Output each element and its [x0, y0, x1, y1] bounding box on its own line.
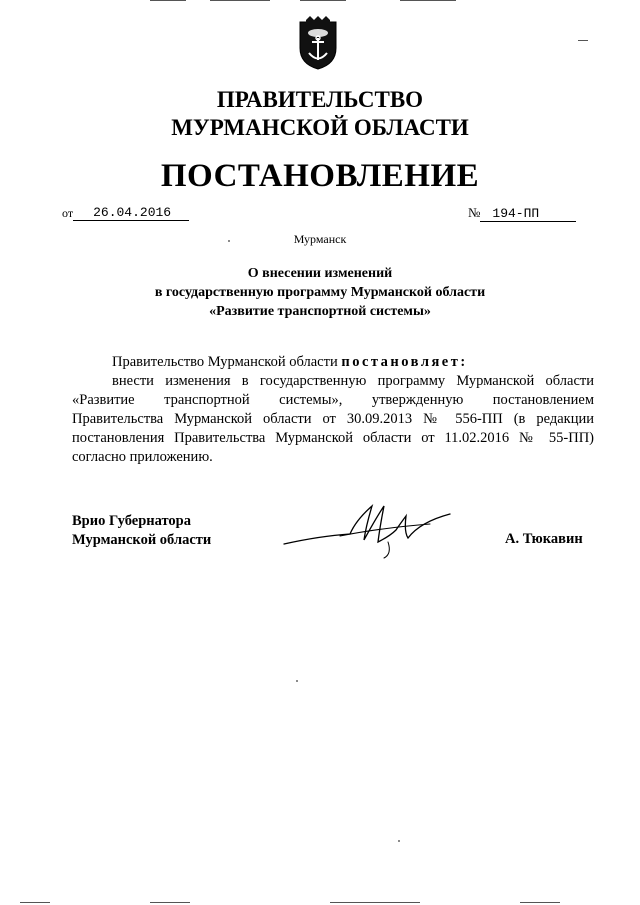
date-label: от: [62, 206, 74, 220]
date-value: 26.04.2016: [73, 205, 189, 221]
position-line-1: Врио Губернатора: [72, 513, 191, 529]
scan-edge-mark: [578, 40, 588, 41]
scan-speck: [228, 240, 230, 242]
murmansk-coat-of-arms-icon: [296, 16, 340, 70]
subject-line-2: в государственную программу Мурманской области: [154, 285, 486, 300]
document-type-title: ПОСТАНОВЛЕНИЕ: [160, 158, 480, 194]
scan-edge-mark: [300, 0, 346, 1]
authority-line-2: МУРМАНСКОЙ ОБЛАСТИ: [171, 115, 469, 140]
body-line-3: Правительства Мурманской области от 30.09.2013 № 556-ПП (в редакции: [72, 411, 594, 427]
body-line-5: согласно приложению.: [72, 449, 213, 465]
authority-line-1: ПРАВИТЕЛЬСТВО: [216, 87, 424, 112]
scan-edge-mark: [150, 902, 190, 903]
number-field: [468, 205, 576, 222]
signatory-name: А. Тюкавин: [505, 531, 583, 547]
decree-word: постановляет:: [341, 354, 468, 370]
city-name: Мурманск: [293, 232, 347, 246]
number-value: 194-ПП: [480, 206, 576, 222]
handwritten-signature-icon: [280, 496, 460, 560]
decree-intro: [72, 353, 594, 372]
scan-edge-mark: [330, 902, 420, 903]
scan-edge-mark: [210, 0, 270, 1]
number-label: №: [468, 205, 481, 220]
date-field: [62, 205, 189, 221]
subject-line-1: О внесении изменений: [247, 266, 393, 281]
scan-edge-mark: [20, 902, 50, 903]
signatory-position: [72, 512, 211, 550]
document-subject: [0, 264, 640, 321]
body-line-2: «Развитие транспортной системы», утвержденную постановлением: [72, 392, 594, 408]
document-body: [72, 353, 594, 467]
scan-edge-mark: [400, 0, 456, 1]
scan-speck: [296, 680, 298, 682]
body-line-4: постановления Правительства Мурманской области от 11.02.2016 № 55-ПП): [72, 430, 594, 446]
scan-speck: [398, 840, 400, 842]
body-line-1: внести изменения в государственную программу Мурманской области: [112, 373, 594, 389]
issuing-authority: [0, 86, 640, 142]
subject-line-3: «Развитие транспортной системы»: [209, 304, 431, 319]
position-line-2: Мурманской области: [72, 532, 212, 548]
scan-edge-mark: [520, 902, 560, 903]
scan-edge-mark: [150, 0, 186, 1]
intro-text: Правительство Мурманской области: [112, 354, 338, 370]
